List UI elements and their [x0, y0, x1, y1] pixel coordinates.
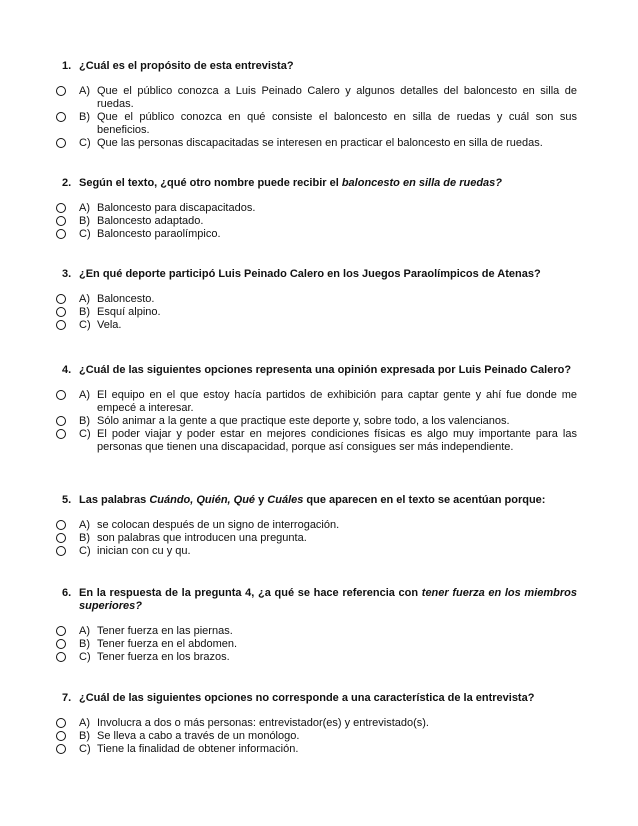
question-stem — [0, 494, 638, 507]
option-a[interactable] — [0, 293, 638, 306]
radio-button-c[interactable] — [56, 744, 66, 754]
radio-button-a[interactable] — [56, 390, 66, 400]
question-5 — [0, 494, 638, 558]
radio-button-c[interactable] — [56, 429, 66, 439]
question-text-italic: Cuáles — [267, 494, 304, 506]
question-6 — [0, 587, 638, 664]
question-text-italic: baloncesto en silla de ruedas? — [341, 177, 502, 189]
option-text: Que las personas discapacitadas se interesen en practicar el baloncesto en silla de ruedas. — [97, 137, 543, 149]
question-stem — [0, 364, 638, 377]
question-text — [79, 494, 577, 507]
option-text: Que el público conozca a Luis Peinado Calero y algunos detalles del baloncesto en silla de ruedas. — [97, 85, 577, 110]
option-text: Involucra a dos o más personas: entrevistador(es) y entrevistado(s). — [97, 717, 429, 729]
question-text — [79, 177, 577, 190]
radio-button-b[interactable] — [56, 639, 66, 649]
radio-button-b[interactable] — [56, 112, 66, 122]
question-text-part: ¿Cuál es el propósito de esta entrevista? — [79, 60, 294, 72]
option-text: Tiene la finalidad de obtener información. — [97, 743, 299, 755]
option-c[interactable] — [0, 428, 638, 454]
answer-options — [0, 202, 638, 241]
option-letter: A) — [79, 389, 90, 401]
radio-button-a[interactable] — [56, 626, 66, 636]
question-1 — [0, 60, 638, 150]
option-text: son palabras que introducen una pregunta. — [97, 532, 307, 544]
question-text — [79, 364, 577, 377]
option-letter: B) — [79, 532, 90, 544]
radio-button-b[interactable] — [56, 533, 66, 543]
option-letter: B) — [79, 415, 90, 427]
option-text: El equipo en el que estoy hacía partidos de exhibición para captar gente y ahí fue donde me empecé a interesar. — [97, 389, 577, 414]
option-letter: C) — [79, 319, 91, 331]
question-stem — [0, 60, 638, 73]
option-text: Tener fuerza en el abdomen. — [97, 638, 238, 650]
question-text-italic: tener fuerza en los miembros superiores? — [79, 587, 577, 612]
question-3 — [0, 268, 638, 332]
option-letter: C) — [79, 428, 91, 440]
option-a[interactable] — [0, 85, 638, 111]
option-letter: A) — [79, 519, 90, 531]
radio-button-a[interactable] — [56, 86, 66, 96]
option-letter: B) — [79, 215, 90, 227]
question-text-part: ¿En qué deporte participó Luis Peinado Calero en los Juegos Paraolímpicos de Atenas? — [79, 268, 541, 280]
question-number: 7. — [62, 692, 72, 704]
answer-options — [0, 625, 638, 664]
option-letter: A) — [79, 717, 90, 729]
question-stem — [0, 692, 638, 705]
radio-button-b[interactable] — [56, 731, 66, 741]
question-text-part: y — [255, 494, 268, 506]
option-letter: C) — [79, 228, 91, 240]
question-text-italic: Cuándo, Quién, Qué — [149, 494, 256, 506]
option-b[interactable] — [0, 532, 638, 545]
option-c[interactable] — [0, 228, 638, 241]
question-stem — [0, 177, 638, 190]
question-text-part: Según el texto, ¿qué otro nombre puede recibir el — [79, 177, 342, 189]
option-text: Tener fuerza en los brazos. — [97, 651, 230, 663]
question-number: 5. — [62, 494, 72, 506]
option-a[interactable] — [0, 625, 638, 638]
answer-options — [0, 389, 638, 454]
option-text: Vela. — [97, 319, 122, 331]
option-letter: C) — [79, 651, 91, 663]
question-text-part: que aparecen en el texto se acentúan porque: — [303, 494, 546, 506]
question-text-part: En la respuesta de la pregunta 4, ¿a qué se hace referencia con — [79, 587, 422, 599]
question-number: 3. — [62, 268, 72, 280]
radio-button-a[interactable] — [56, 718, 66, 728]
option-letter: C) — [79, 545, 91, 557]
radio-button-a[interactable] — [56, 294, 66, 304]
option-c[interactable] — [0, 319, 638, 332]
option-text: inician con cu y qu. — [97, 545, 191, 557]
option-letter: A) — [79, 625, 90, 637]
radio-button-b[interactable] — [56, 216, 66, 226]
option-c[interactable] — [0, 651, 638, 664]
option-b[interactable] — [0, 215, 638, 228]
question-2 — [0, 177, 638, 241]
option-letter: C) — [79, 743, 91, 755]
option-text: Baloncesto paraolímpico. — [97, 228, 221, 240]
radio-button-c[interactable] — [56, 652, 66, 662]
option-a[interactable] — [0, 389, 638, 415]
radio-button-b[interactable] — [56, 307, 66, 317]
question-number: 1. — [62, 60, 72, 72]
question-number: 4. — [62, 364, 72, 376]
radio-button-b[interactable] — [56, 416, 66, 426]
option-text: Sólo animar a la gente a que practique este deporte y, sobre todo, a los valencianos. — [97, 415, 510, 427]
option-b[interactable] — [0, 730, 638, 743]
answer-options — [0, 293, 638, 332]
option-b[interactable] — [0, 638, 638, 651]
option-text: Se lleva a cabo a través de un monólogo. — [97, 730, 300, 742]
radio-button-a[interactable] — [56, 203, 66, 213]
option-letter: C) — [79, 137, 91, 149]
answer-options — [0, 717, 638, 756]
radio-button-c[interactable] — [56, 229, 66, 239]
option-b[interactable] — [0, 306, 638, 319]
option-letter: B) — [79, 730, 90, 742]
option-text: El poder viajar y poder estar en mejores condiciones físicas es algo muy importante para las personas que tienen una discapacidad, porque así consigues ser más independiente. — [97, 428, 577, 453]
option-c[interactable] — [0, 137, 638, 150]
question-number: 2. — [62, 177, 72, 189]
option-letter: A) — [79, 202, 90, 214]
option-b[interactable] — [0, 415, 638, 428]
question-4 — [0, 364, 638, 454]
option-letter: A) — [79, 85, 90, 97]
option-text: Baloncesto adaptado. — [97, 215, 204, 227]
option-b[interactable] — [0, 111, 638, 137]
question-text — [79, 268, 577, 281]
radio-button-a[interactable] — [56, 520, 66, 530]
option-a[interactable] — [0, 717, 638, 730]
option-c[interactable] — [0, 545, 638, 558]
question-text-part: ¿Cuál de las siguientes opciones no corresponde a una característica de la entrevista? — [79, 692, 535, 704]
option-letter: B) — [79, 638, 90, 650]
answer-options — [0, 519, 638, 558]
question-number: 6. — [62, 587, 72, 599]
question-text — [79, 587, 577, 613]
option-letter: B) — [79, 306, 90, 318]
option-text: Baloncesto. — [97, 293, 155, 305]
question-7 — [0, 692, 638, 756]
option-a[interactable] — [0, 202, 638, 215]
question-text-part: ¿Cuál de las siguientes opciones representa una opinión expresada por Luis Peinado Calero? — [79, 364, 572, 376]
option-text: Esquí alpino. — [97, 306, 161, 318]
option-c[interactable] — [0, 743, 638, 756]
radio-button-c[interactable] — [56, 138, 66, 148]
option-letter: A) — [79, 293, 90, 305]
question-text — [79, 60, 577, 73]
radio-button-c[interactable] — [56, 546, 66, 556]
option-a[interactable] — [0, 519, 638, 532]
option-text: Que el público conozca en qué consiste el baloncesto en silla de ruedas y cuál son sus beneficios. — [97, 111, 577, 136]
question-stem — [0, 587, 638, 613]
question-stem — [0, 268, 638, 281]
option-text: Tener fuerza en las piernas. — [97, 625, 233, 637]
answer-options — [0, 85, 638, 150]
question-text-part: Las palabras — [79, 494, 150, 506]
option-text: se colocan después de un signo de interrogación. — [97, 519, 340, 531]
question-text — [79, 692, 577, 705]
option-letter: B) — [79, 111, 90, 123]
option-text: Baloncesto para discapacitados. — [97, 202, 256, 214]
radio-button-c[interactable] — [56, 320, 66, 330]
